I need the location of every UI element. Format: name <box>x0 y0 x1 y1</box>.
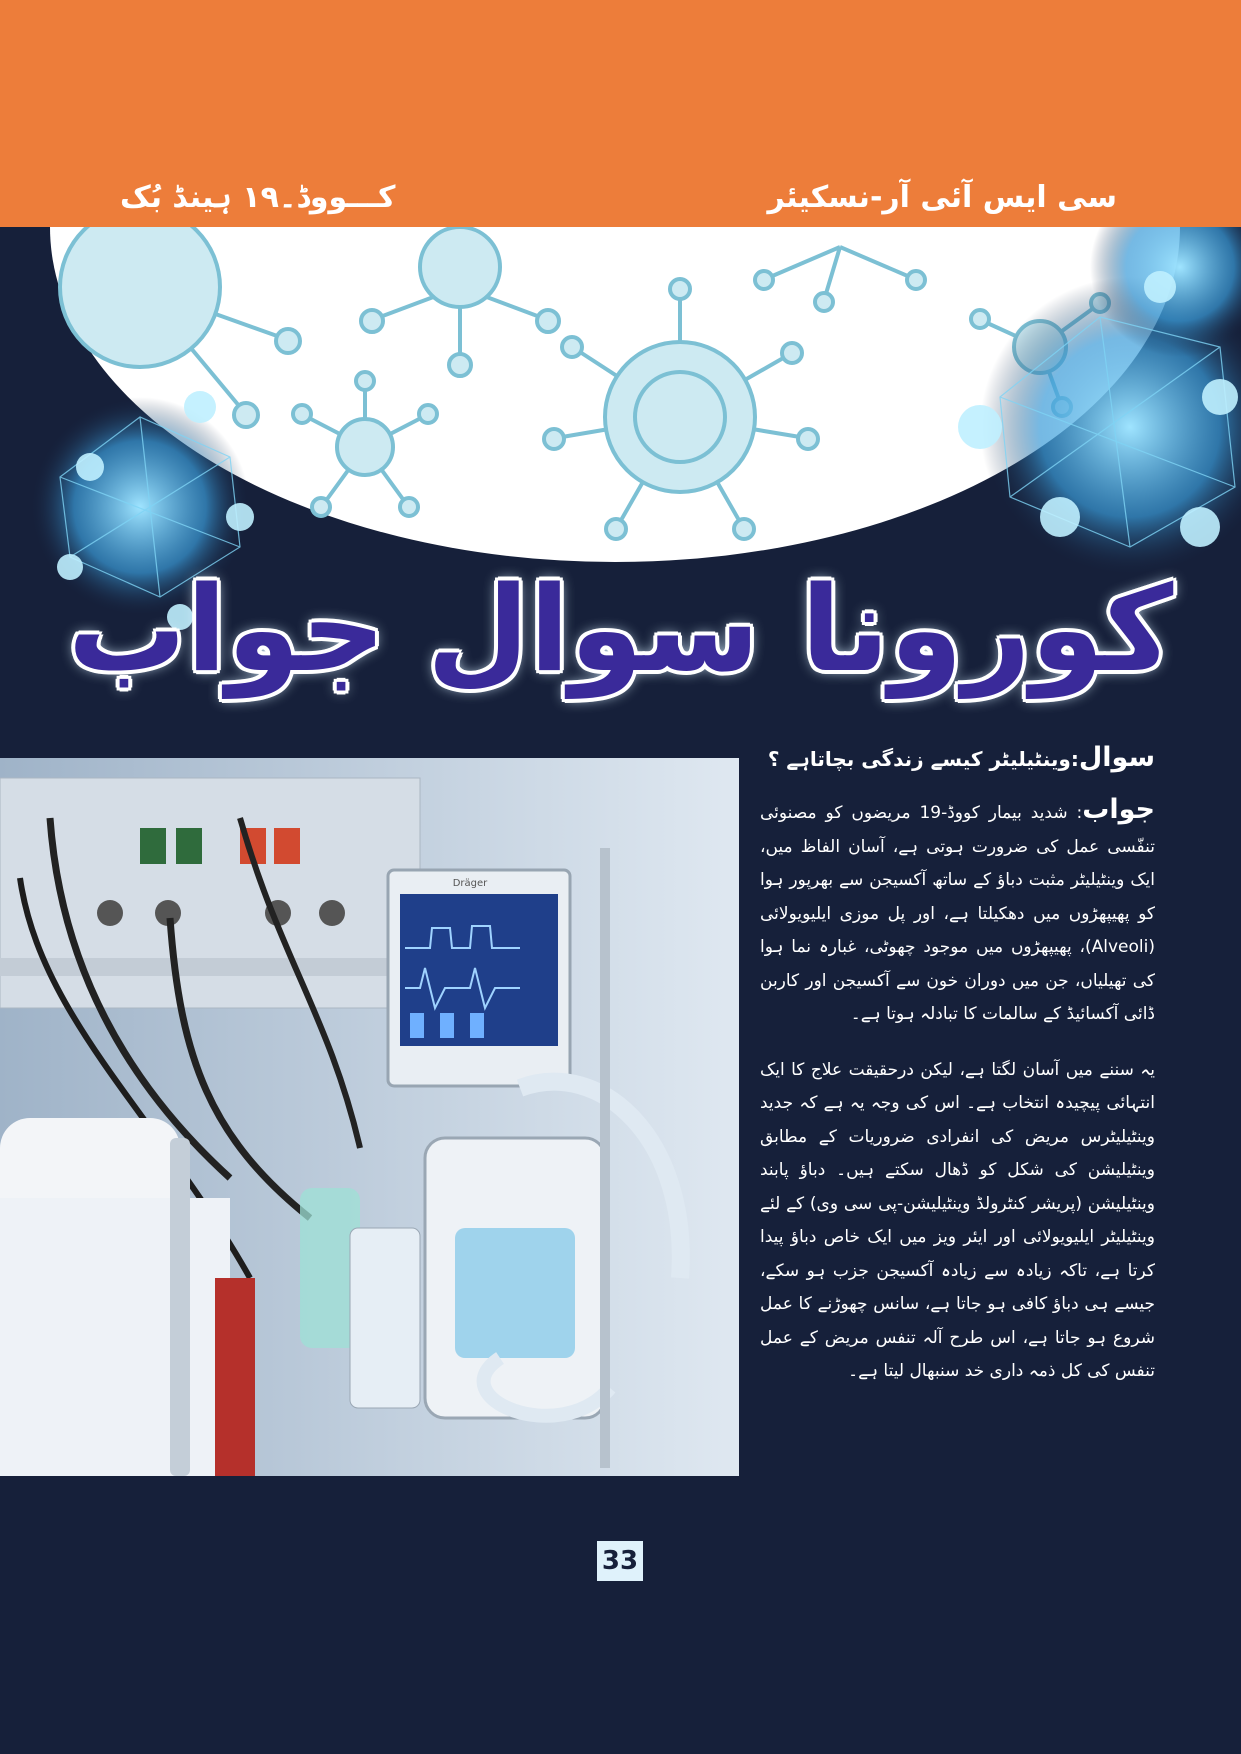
header-bar <box>0 0 1241 227</box>
main-title: کورونا سوال جواب <box>67 560 1174 698</box>
question-text: :وینٹیلیٹر کیسے زندگی بچاتاہے ؟ <box>767 747 1079 771</box>
monitor-brand-label: Dräger <box>452 878 488 889</box>
ventilator-photo <box>0 758 739 1476</box>
qa-text-column <box>760 738 1155 1389</box>
answer-label: جواب <box>1082 794 1155 825</box>
publisher-name: سی ایس آئی آر-نسکیئر <box>767 180 1117 215</box>
question-label: سوال <box>1078 742 1155 773</box>
answer-paragraph-2: یہ سننے میں آسان لگتا ہے، لیکن درحقیقت علاج کا ایک انتہائی پیچیدہ انتخاب ہے۔ اس کی وجہ یہ ہے کہ جدید وینٹیلیٹرس مریض کی انفرادی ضروریات کے مطابق وینٹیلیشن کی شکل کو ڈھال سکتے ہیں۔ دباؤ پابند وینٹیلیشن (پریشر کنٹرولڈ وینٹیلیشن-پی سی وی) کے لئے وینٹیلیٹر ایلیویولائی اور ایئر ویز میں ایک خاص دباؤ پیدا کرتا ہے، تاکہ زیادہ سے زیادہ آکسیجن جزب ہو سکے، جیسے ہی دباؤ کافی ہو جاتا ہے، سانس چھوڑنے کا عمل شروع ہو جاتا ہے، اس طرح آلہ تنفس مریض کے عمل تنفس کی کل ذمہ داری خد سنبھال لیتا ہے۔ <box>760 1059 1155 1381</box>
answer-text: : شدید بیمار کووڈ-19 مریضوں کو مصنوئی تنفّسی عمل کی ضرورت ہوتی ہے، آسان الفاظ میں، ایک وینٹیلیٹر مثبت دباؤ کے ساتھ آکسیجن سے بھرپور ہوا کو پھیپھڑوں میں دھکیلتا ہے، اور پل موزی ایلیویولائی (Alveoli)، پھیپھڑوں میں موجود چھوٹی، غبارہ نما ہوا کی تھیلیاں، جن میں دوران خون سے آکسیجن اور کاربن ڈائی آکسائیڈ کے سالمات کا تبادلہ ہوتا ہے۔ <box>760 803 1155 1024</box>
handbook-title: کـــووڈ۔۱۹ ہینڈ بُک <box>120 180 396 215</box>
answer <box>760 793 1155 1032</box>
page-number: 33 <box>597 1541 643 1581</box>
question <box>760 738 1155 779</box>
